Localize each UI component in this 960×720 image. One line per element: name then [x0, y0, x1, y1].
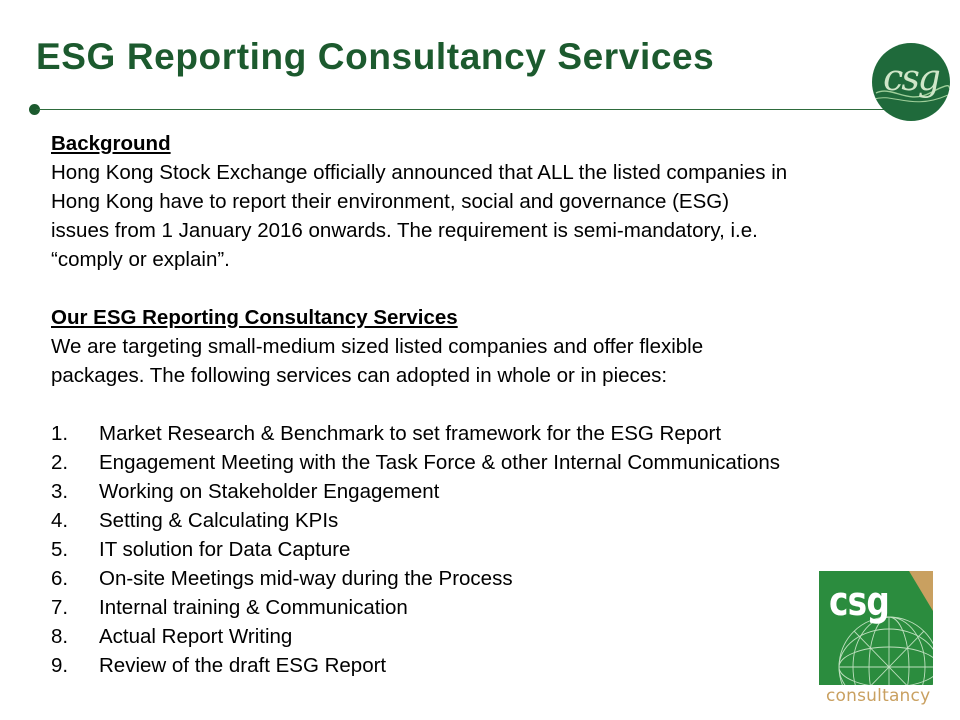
list-number: 6. [51, 567, 69, 590]
list-text: Working on Stakeholder Engagement [99, 480, 440, 503]
page-title: ESG Reporting Consultancy Services [36, 36, 715, 77]
list-text: IT solution for Data Capture [99, 538, 351, 561]
list-item [51, 506, 931, 535]
list-number: 4. [51, 509, 69, 532]
csg-globe-logo-icon [819, 571, 933, 685]
list-text: Internal training & Communication [99, 596, 408, 619]
list-item [51, 622, 931, 651]
services-intro-line: packages. The following services can adopted in whole or in pieces: [51, 364, 668, 387]
list-text: Market Research & Benchmark to set framework for the ESG Report [99, 422, 722, 445]
services-intro-line: We are targeting small-medium sized listed companies and offer flexible [51, 335, 704, 358]
list-item [51, 535, 931, 564]
list-number: 3. [51, 480, 69, 503]
list-text: Engagement Meeting with the Task Force & other Internal Communications [99, 451, 781, 474]
logo-top-text: csg [883, 58, 939, 99]
background-line: Hong Kong Stock Exchange officially announced that ALL the listed companies in [51, 161, 788, 184]
list-item [51, 564, 931, 593]
list-item [51, 448, 931, 477]
slide-body [51, 129, 931, 680]
list-number: 7. [51, 596, 69, 619]
background-line: “comply or explain”. [51, 248, 230, 271]
background-line: issues from 1 January 2016 onwards. The requirement is semi-mandatory, i.e. [51, 219, 758, 242]
list-text: Setting & Calculating KPIs [99, 509, 339, 532]
list-number: 5. [51, 538, 69, 561]
logo-caption: consultancy [826, 686, 931, 706]
list-item [51, 477, 931, 506]
services-list [51, 419, 931, 680]
csg-circle-logo-icon [872, 43, 950, 121]
list-number: 2. [51, 451, 69, 474]
list-text: Review of the draft ESG Report [99, 654, 387, 677]
list-number: 8. [51, 625, 69, 648]
list-text: On-site Meetings mid-way during the Process [99, 567, 513, 590]
background-heading: Background [51, 132, 171, 155]
background-line: Hong Kong have to report their environment, social and governance (ESG) [51, 190, 730, 213]
list-item [51, 651, 931, 680]
spacer [51, 390, 931, 419]
services-heading: Our ESG Reporting Consultancy Services [51, 306, 458, 329]
list-number: 9. [51, 654, 69, 677]
list-number: 1. [51, 422, 69, 445]
logo-bottom-text: csg [829, 579, 889, 625]
list-text: Actual Report Writing [99, 625, 293, 648]
list-item [51, 419, 931, 448]
spacer [51, 274, 931, 303]
list-item [51, 593, 931, 622]
title-divider [36, 109, 908, 110]
